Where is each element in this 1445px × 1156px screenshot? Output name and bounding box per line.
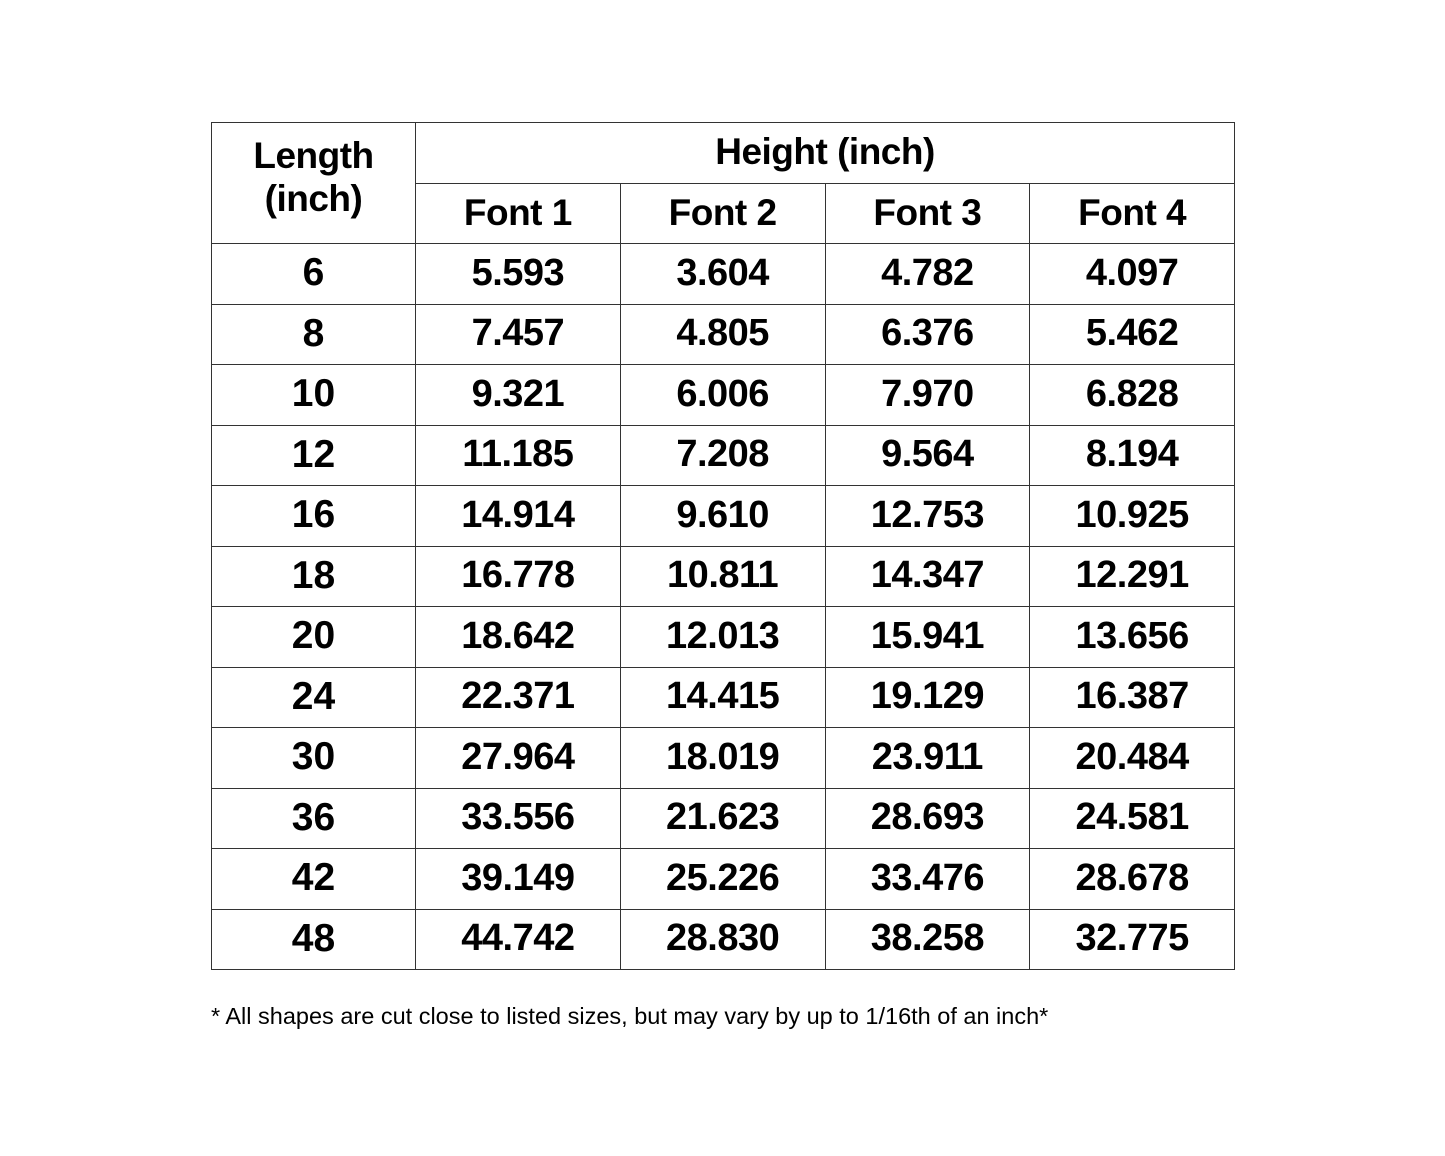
table-row bbox=[212, 304, 1235, 365]
table-row bbox=[212, 546, 1235, 607]
height-cell-font-2: 9.610 bbox=[620, 486, 825, 547]
table-row bbox=[212, 486, 1235, 547]
height-cell-font-3: 7.970 bbox=[825, 365, 1030, 426]
height-cell-font-1: 7.457 bbox=[416, 304, 621, 365]
height-cell-font-3: 12.753 bbox=[825, 486, 1030, 547]
table-row bbox=[212, 607, 1235, 668]
height-cell-font-1: 18.642 bbox=[416, 607, 621, 668]
height-cell-font-1: 11.185 bbox=[416, 425, 621, 486]
header-row-top bbox=[212, 123, 1235, 184]
height-cell-font-2: 6.006 bbox=[620, 365, 825, 426]
length-cell: 24 bbox=[212, 667, 416, 728]
height-cell-font-4: 16.387 bbox=[1030, 667, 1235, 728]
footnote: * All shapes are cut close to listed sizes, but may vary by up to 1/16th of an inch* bbox=[211, 1003, 1049, 1029]
table-row bbox=[212, 365, 1235, 426]
height-cell-font-3: 14.347 bbox=[825, 546, 1030, 607]
height-cell-font-2: 18.019 bbox=[620, 728, 825, 789]
height-cell-font-2: 28.830 bbox=[620, 909, 825, 970]
length-cell: 20 bbox=[212, 607, 416, 668]
table-row bbox=[212, 667, 1235, 728]
height-cell-font-3: 38.258 bbox=[825, 909, 1030, 970]
height-cell-font-2: 4.805 bbox=[620, 304, 825, 365]
font-4-header: Font 4 bbox=[1030, 183, 1235, 244]
table-body bbox=[212, 244, 1235, 970]
length-cell: 42 bbox=[212, 849, 416, 910]
height-cell-font-1: 22.371 bbox=[416, 667, 621, 728]
height-cell-font-1: 14.914 bbox=[416, 486, 621, 547]
height-cell-font-2: 10.811 bbox=[620, 546, 825, 607]
height-cell-font-4: 5.462 bbox=[1030, 304, 1235, 365]
length-header bbox=[212, 123, 416, 244]
height-cell-font-3: 9.564 bbox=[825, 425, 1030, 486]
height-cell-font-3: 6.376 bbox=[825, 304, 1030, 365]
font-3-header: Font 3 bbox=[825, 183, 1030, 244]
height-cell-font-1: 5.593 bbox=[416, 244, 621, 305]
height-cell-font-2: 21.623 bbox=[620, 788, 825, 849]
height-cell-font-4: 12.291 bbox=[1030, 546, 1235, 607]
height-cell-font-3: 33.476 bbox=[825, 849, 1030, 910]
length-cell: 30 bbox=[212, 728, 416, 789]
length-cell: 36 bbox=[212, 788, 416, 849]
height-cell-font-3: 28.693 bbox=[825, 788, 1030, 849]
height-cell-font-4: 13.656 bbox=[1030, 607, 1235, 668]
height-cell-font-1: 27.964 bbox=[416, 728, 621, 789]
height-cell-font-1: 39.149 bbox=[416, 849, 621, 910]
length-cell: 16 bbox=[212, 486, 416, 547]
height-cell-font-4: 6.828 bbox=[1030, 365, 1235, 426]
table-row bbox=[212, 425, 1235, 486]
height-cell-font-4: 4.097 bbox=[1030, 244, 1235, 305]
height-cell-font-1: 9.321 bbox=[416, 365, 621, 426]
length-cell: 8 bbox=[212, 304, 416, 365]
height-cell-font-4: 20.484 bbox=[1030, 728, 1235, 789]
length-cell: 48 bbox=[212, 909, 416, 970]
height-cell-font-4: 28.678 bbox=[1030, 849, 1235, 910]
length-cell: 10 bbox=[212, 365, 416, 426]
font-1-header: Font 1 bbox=[416, 183, 621, 244]
height-cell-font-2: 12.013 bbox=[620, 607, 825, 668]
height-header: Height (inch) bbox=[416, 123, 1235, 184]
height-cell-font-1: 44.742 bbox=[416, 909, 621, 970]
length-cell: 18 bbox=[212, 546, 416, 607]
length-header-line-1: Length bbox=[253, 135, 374, 176]
height-cell-font-4: 8.194 bbox=[1030, 425, 1235, 486]
height-cell-font-1: 33.556 bbox=[416, 788, 621, 849]
height-cell-font-2: 14.415 bbox=[620, 667, 825, 728]
length-cell: 12 bbox=[212, 425, 416, 486]
size-table bbox=[211, 122, 1235, 970]
height-cell-font-2: 7.208 bbox=[620, 425, 825, 486]
height-cell-font-3: 19.129 bbox=[825, 667, 1030, 728]
table-row bbox=[212, 728, 1235, 789]
height-cell-font-4: 24.581 bbox=[1030, 788, 1235, 849]
height-cell-font-3: 15.941 bbox=[825, 607, 1030, 668]
height-cell-font-2: 25.226 bbox=[620, 849, 825, 910]
height-cell-font-4: 10.925 bbox=[1030, 486, 1235, 547]
table-row bbox=[212, 849, 1235, 910]
height-cell-font-3: 23.911 bbox=[825, 728, 1030, 789]
table-row bbox=[212, 909, 1235, 970]
table-row bbox=[212, 244, 1235, 305]
height-cell-font-3: 4.782 bbox=[825, 244, 1030, 305]
font-2-header: Font 2 bbox=[620, 183, 825, 244]
height-cell-font-4: 32.775 bbox=[1030, 909, 1235, 970]
table-header bbox=[212, 123, 1235, 244]
height-cell-font-2: 3.604 bbox=[620, 244, 825, 305]
length-cell: 6 bbox=[212, 244, 416, 305]
table-row bbox=[212, 788, 1235, 849]
length-header-line-2: (inch) bbox=[264, 177, 363, 219]
height-cell-font-1: 16.778 bbox=[416, 546, 621, 607]
